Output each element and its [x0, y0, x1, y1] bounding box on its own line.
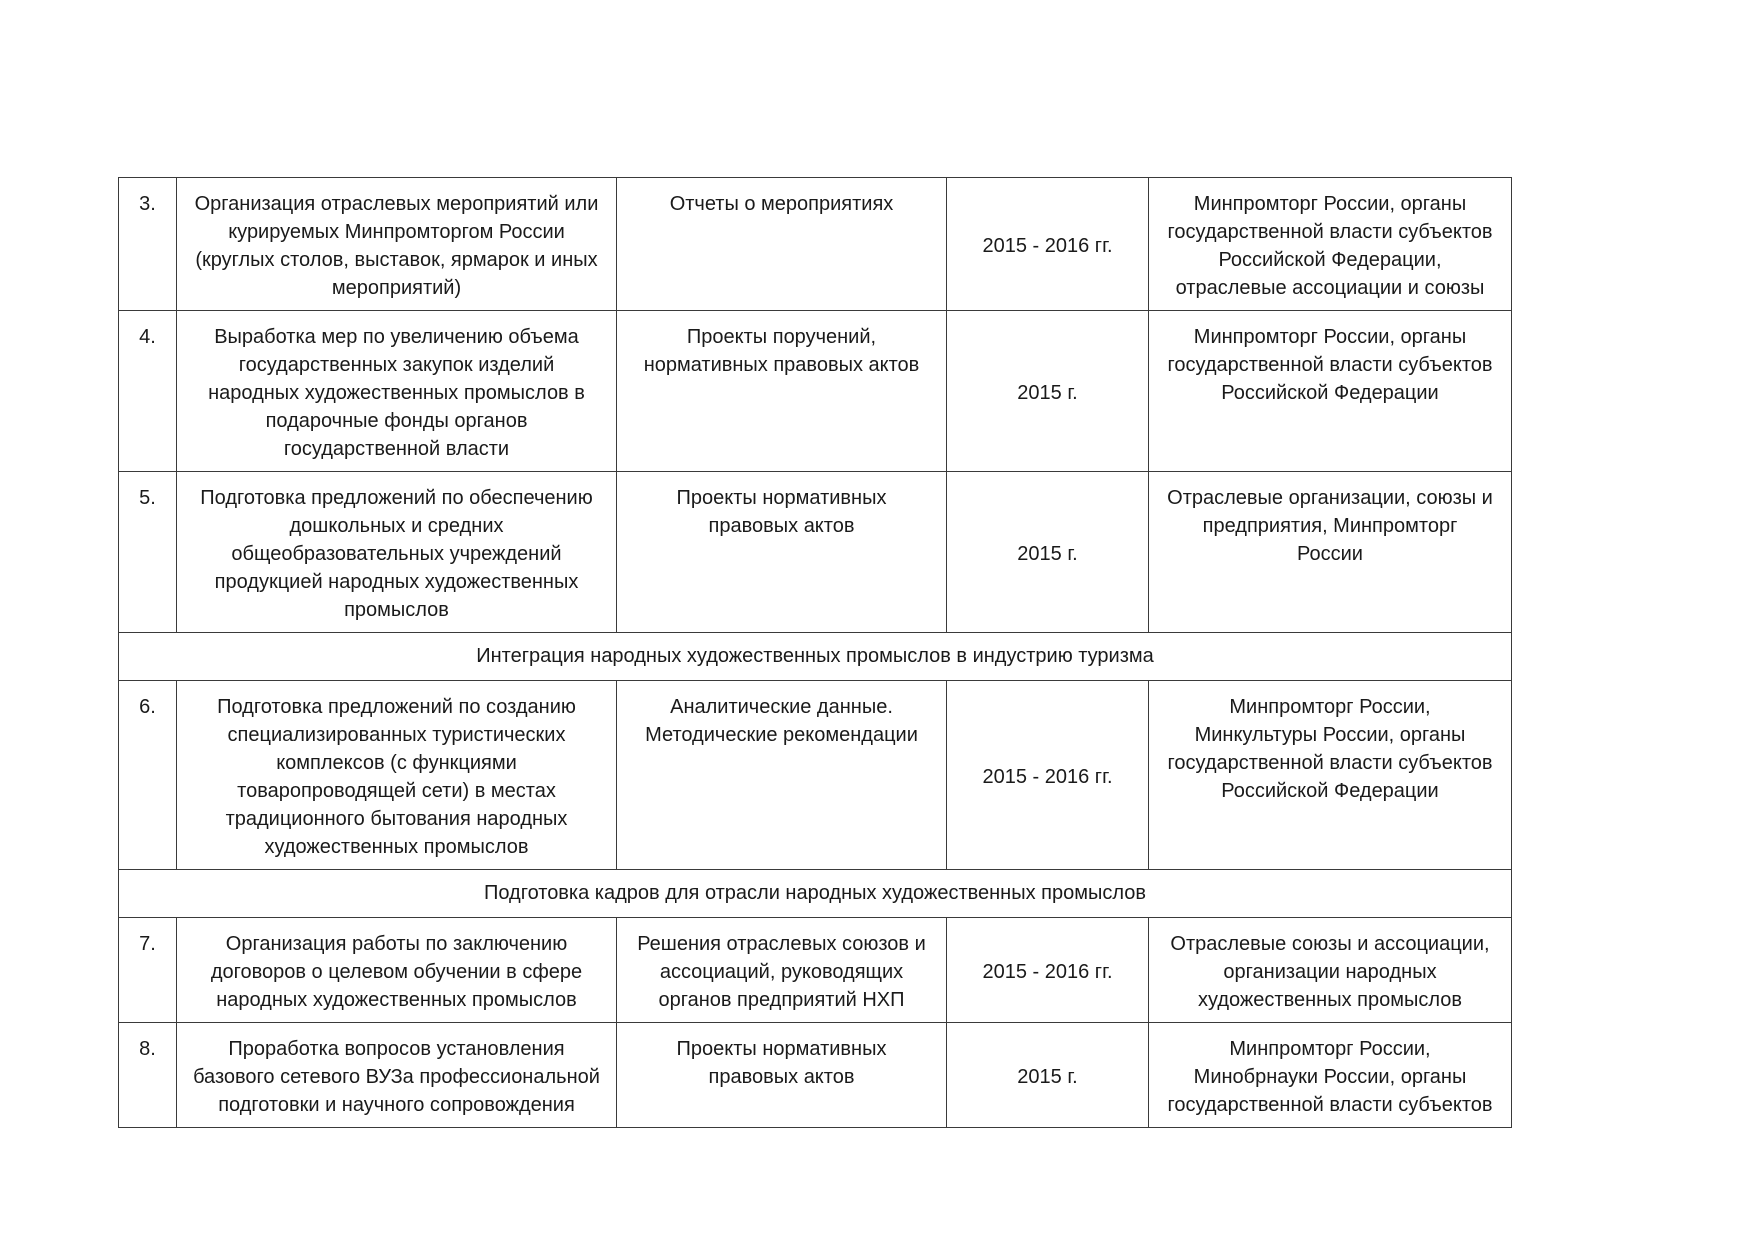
executors-cell-line: организации народных	[1223, 961, 1437, 983]
result-cell	[617, 178, 947, 311]
action-cell-line: продукцией народных художественных	[214, 571, 579, 593]
action-cell-line: курируемых Минпромторгом России	[228, 221, 565, 243]
action-cell-line: мероприятий)	[331, 277, 462, 299]
result-cell-line: правовых актов	[708, 1066, 855, 1088]
section-title: Интеграция народных художественных промыслов в индустрию туризма	[119, 633, 1512, 681]
executors-cell-line: предприятия, Минпромторг	[1202, 515, 1458, 537]
action-cell-line: промыслов	[344, 599, 449, 621]
executors-cell	[1149, 178, 1512, 311]
action-cell-line: Подготовка предложений по обеспечению	[200, 487, 593, 509]
executors-cell-line: Минпромторг России, органы	[1193, 326, 1467, 348]
action-cell	[177, 472, 617, 633]
action-cell-line: товаропроводящей сети) в местах	[237, 780, 556, 802]
table-row	[119, 472, 1512, 633]
executors-cell-line: Минкультуры России, органы	[1194, 724, 1466, 746]
action-cell-line: подарочные фонды органов	[265, 410, 528, 432]
action-cell	[177, 681, 617, 870]
action-cell-line: Организация отраслевых мероприятий или	[194, 193, 599, 215]
action-cell-line: государственных закупок изделий	[238, 354, 555, 376]
action-cell-line: дошкольных и средних	[289, 515, 504, 537]
row-number: 6.	[119, 681, 177, 870]
executors-cell-line: государственной власти субъектов	[1167, 1094, 1493, 1116]
row-number: 7.	[119, 918, 177, 1023]
action-cell-line: государственной власти	[283, 438, 510, 460]
result-cell-line: ассоциаций, руководящих	[659, 961, 904, 983]
term-cell: 2015 г.	[947, 1023, 1149, 1128]
result-cell	[617, 311, 947, 472]
executors-cell-line: Отраслевые организации, союзы и	[1167, 487, 1493, 509]
action-cell	[177, 311, 617, 472]
action-cell	[177, 1023, 617, 1128]
result-cell	[617, 681, 947, 870]
result-cell-line: Аналитические данные.	[670, 696, 893, 718]
action-cell-line: Выработка мер по увеличению объема	[214, 326, 579, 348]
action-cell-line: художественных промыслов	[264, 836, 529, 858]
row-number: 4.	[119, 311, 177, 472]
executors-cell-line: Российской Федерации	[1221, 780, 1439, 802]
result-cell-line: Решения отраслевых союзов и	[637, 933, 926, 955]
executors-cell-line: государственной власти субъектов	[1167, 354, 1493, 376]
executors-cell	[1149, 311, 1512, 472]
action-cell-line: общеобразовательных учреждений	[231, 543, 562, 565]
executors-cell	[1149, 918, 1512, 1023]
table-row	[119, 178, 1512, 311]
table-body	[119, 178, 1512, 1128]
row-number: 8.	[119, 1023, 177, 1128]
result-cell-line: Методические рекомендации	[645, 724, 918, 746]
action-cell-line: Проработка вопросов установления	[228, 1038, 565, 1060]
result-cell-line: правовых актов	[708, 515, 855, 537]
executors-cell-line: Минпромторг России,	[1229, 696, 1431, 718]
executors-cell-line: художественных промыслов	[1198, 989, 1462, 1011]
section-row	[119, 870, 1512, 918]
executors-cell	[1149, 1023, 1512, 1128]
executors-cell-line: государственной власти субъектов	[1167, 221, 1493, 243]
action-cell-line: народных художественных промыслов в	[208, 382, 585, 404]
executors-cell-line: отраслевые ассоциации и союзы	[1175, 277, 1485, 299]
action-cell	[177, 918, 617, 1023]
row-number: 5.	[119, 472, 177, 633]
table-row	[119, 1023, 1512, 1128]
executors-cell-line: Российской Федерации	[1221, 382, 1439, 404]
section-title: Подготовка кадров для отрасли народных художественных промыслов	[119, 870, 1512, 918]
executors-cell-line: государственной власти субъектов	[1167, 752, 1493, 774]
result-cell-line: органов предприятий НХП	[658, 989, 905, 1011]
row-number: 3.	[119, 178, 177, 311]
result-cell	[617, 1023, 947, 1128]
executors-cell	[1149, 681, 1512, 870]
result-cell-line: Проекты поручений,	[686, 326, 877, 348]
result-cell	[617, 472, 947, 633]
result-cell-line: Отчеты о мероприятиях	[669, 193, 894, 215]
term-cell: 2015 г.	[947, 472, 1149, 633]
term-cell: 2015 - 2016 гг.	[947, 681, 1149, 870]
term-cell: 2015 - 2016 гг.	[947, 178, 1149, 311]
term-cell: 2015 г.	[947, 311, 1149, 472]
action-cell-line: базового сетевого ВУЗа профессиональной	[193, 1066, 600, 1088]
executors-cell-line: Российской Федерации,	[1218, 249, 1442, 271]
result-cell-line: Проекты нормативных	[676, 487, 887, 509]
section-row	[119, 633, 1512, 681]
action-cell-line: комплексов (с функциями	[276, 752, 517, 774]
action-cell-line: Организация работы по заключению	[225, 933, 568, 955]
executors-cell	[1149, 472, 1512, 633]
term-cell: 2015 - 2016 гг.	[947, 918, 1149, 1023]
executors-cell-line: Минпромторг России,	[1229, 1038, 1431, 1060]
action-cell-line: специализированных туристических	[227, 724, 566, 746]
table-row	[119, 918, 1512, 1023]
action-cell	[177, 178, 617, 311]
action-cell-line: традиционного бытования народных	[225, 808, 568, 830]
action-cell-line: подготовки и научного сопровождения	[218, 1094, 575, 1116]
action-cell-line: договоров о целевом обучении в сфере	[210, 961, 583, 983]
executors-cell-line: Минобрнауки России, органы	[1193, 1066, 1467, 1088]
executors-cell-line: Отраслевые союзы и ассоциации,	[1170, 933, 1490, 955]
table-row	[119, 681, 1512, 870]
action-plan-table	[118, 177, 1512, 1128]
result-cell-line: нормативных правовых актов	[643, 354, 920, 376]
action-cell-line: (круглых столов, выставок, ярмарок и иных	[195, 249, 598, 271]
executors-cell-line: Минпромторг России, органы	[1193, 193, 1467, 215]
action-cell-line: Подготовка предложений по созданию	[217, 696, 576, 718]
action-cell-line: народных художественных промыслов	[216, 989, 577, 1011]
executors-cell-line: России	[1297, 543, 1363, 565]
result-cell-line: Проекты нормативных	[676, 1038, 887, 1060]
table-row	[119, 311, 1512, 472]
result-cell	[617, 918, 947, 1023]
